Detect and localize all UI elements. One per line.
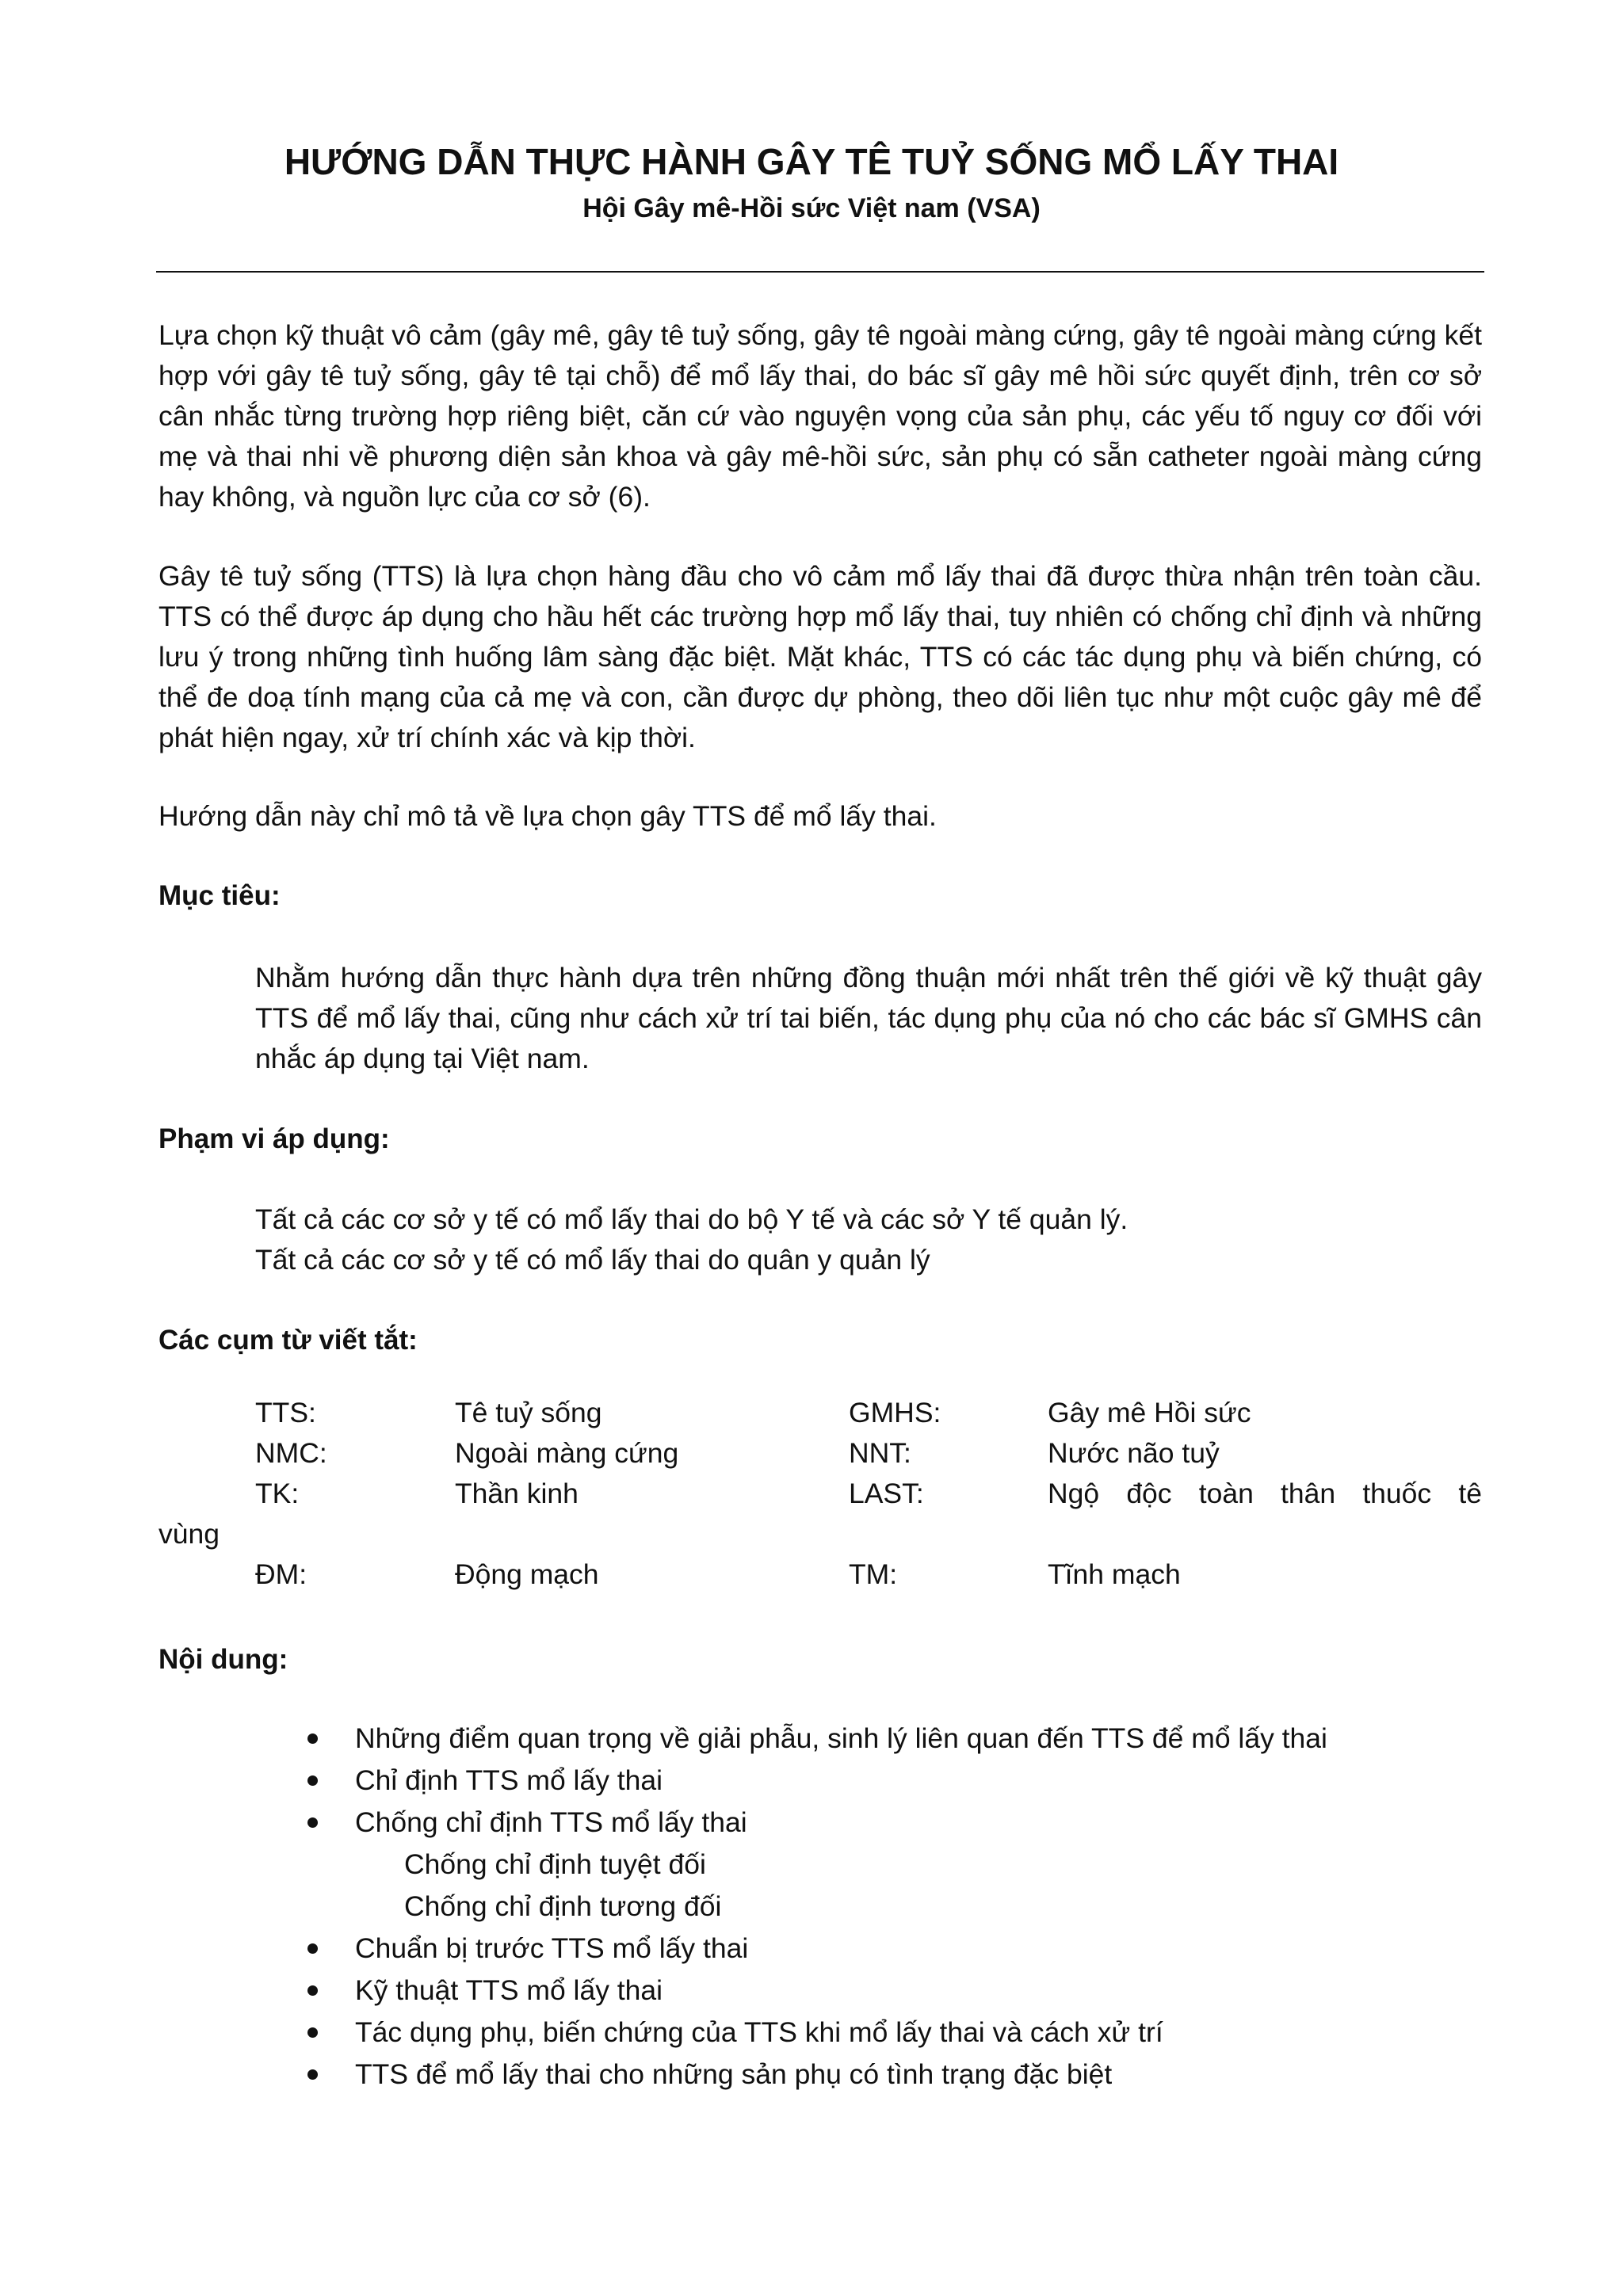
bullet-icon bbox=[307, 1985, 318, 1996]
bullet-icon bbox=[307, 1943, 318, 1954]
sub-list-item-text: Chống chỉ định tuyệt đối bbox=[404, 1848, 706, 1880]
contents-heading: Nội dung: bbox=[158, 1644, 288, 1675]
document-title: HƯỚNG DẪN THỰC HÀNH GÂY TÊ TUỶ SỐNG MỔ LẤY THAI bbox=[284, 141, 1339, 182]
abbreviation-meaning: Thần kinh bbox=[455, 1478, 579, 1509]
meaning-word: toàn bbox=[1198, 1478, 1254, 1509]
scope-line: Tất cả các cơ sở y tế có mổ lấy thai do quân y quản lý bbox=[255, 1244, 930, 1276]
list-item-text: Kỹ thuật TTS mổ lấy thai bbox=[355, 1974, 663, 2006]
abbreviation-meaning: Tĩnh mạch bbox=[1048, 1558, 1181, 1590]
spinal-paragraph: Gây tê tuỷ sống (TTS) là lựa chọn hàng đầu cho vô cảm mổ lấy thai đã được thừa nhận trên toàn cầu. TTS có thể được áp dụng cho hầu hết các trường hợp mổ lấy thai, tuy nhiên có chống chỉ định và những lưu ý trong những tình huống lâm sàng đặc biệt. Mặt khác, TTS có các tác dụng phụ và biến chứng, có thể đe doạ tính mạng của cả mẹ và con, cần được dự phòng, theo dõi liên tục như một cuộc gây mê để phát hiện ngay, xử trí chính xác và kịp thời. bbox=[158, 560, 1482, 753]
bullet-icon bbox=[307, 1817, 318, 1828]
header-divider bbox=[156, 271, 1484, 273]
abbreviation-meaning: Tê tuỷ sống bbox=[455, 1397, 602, 1428]
meaning-word: Ngộ bbox=[1048, 1478, 1100, 1509]
bullet-icon bbox=[307, 2069, 318, 2080]
meaning-word: thuốc bbox=[1362, 1478, 1432, 1509]
objectives-heading: Mục tiêu: bbox=[158, 880, 281, 911]
abbreviation: GMHS: bbox=[849, 1397, 941, 1428]
list-item bbox=[0, 1760, 1623, 1802]
abbreviation: ĐM: bbox=[255, 1558, 307, 1590]
sub-list-item bbox=[0, 1886, 1623, 1928]
scope-line: Tất cả các cơ sở y tế có mổ lấy thai do bộ Y tế và các sở Y tế quản lý. bbox=[255, 1203, 1128, 1235]
scope-note-paragraph: Hướng dẫn này chỉ mô tả về lựa chọn gây TTS để mổ lấy thai. bbox=[158, 800, 937, 832]
sub-list-item-text: Chống chỉ định tương đối bbox=[404, 1890, 722, 1922]
abbreviation-row bbox=[0, 1554, 1623, 1595]
list-item bbox=[0, 1718, 1623, 1760]
abbreviations-heading: Các cụm từ viết tắt: bbox=[158, 1325, 418, 1356]
sub-list-item bbox=[0, 1844, 1623, 1886]
abbreviation-meaning: Nước não tuỷ bbox=[1048, 1437, 1220, 1469]
list-item-text: Chống chỉ định TTS mổ lấy thai bbox=[355, 1806, 747, 1838]
list-item-text: TTS để mổ lấy thai cho những sản phụ có tình trạng đặc biệt bbox=[355, 2058, 1113, 2090]
abbreviation-row bbox=[0, 1474, 1623, 1514]
list-item-text: Chuẩn bị trước TTS mổ lấy thai bbox=[355, 1932, 749, 1964]
abbreviation: NNT: bbox=[849, 1437, 911, 1469]
objectives-text: Nhằm hướng dẫn thực hành dựa trên những đồng thuận mới nhất trên thế giới về kỹ thuật gây TTS để mổ lấy thai, cũng như cách xử trí tai biến, tác dụng phụ của nó cho các bác sĩ GMHS cân nhắc áp dụng tại Việt nam. bbox=[255, 962, 1482, 1074]
meaning-word: độc bbox=[1126, 1478, 1172, 1509]
meaning-word: thân bbox=[1281, 1478, 1336, 1509]
intro-paragraph: Lựa chọn kỹ thuật vô cảm (gây mê, gây tê tuỷ sống, gây tê ngoài màng cứng, gây tê ngoài màng cứng kết hợp với gây tê tuỷ sống, gây tê tại chỗ) để mổ lấy thai, do bác sĩ gây mê hồi sức quyết định, trên cơ sở cân nhắc từng trường hợp riêng biệt, căn cứ vào nguyện vọng của sản phụ, các yếu tố nguy cơ đối với mẹ và thai nhi về phương diện sản khoa và gây mê-hồi sức, sản phụ có sẵn catheter ngoài màng cứng hay không, và nguồn lực của cơ sở (6). bbox=[158, 319, 1482, 513]
abbreviation: TTS: bbox=[255, 1397, 316, 1428]
abbreviation: LAST: bbox=[849, 1478, 924, 1509]
list-item-text: Những điểm quan trọng về giải phẫu, sinh lý liên quan đến TTS để mổ lấy thai bbox=[355, 1722, 1327, 1754]
list-item bbox=[0, 1928, 1623, 1970]
meaning-word: tê bbox=[1458, 1478, 1482, 1509]
list-item-text: Chỉ định TTS mổ lấy thai bbox=[355, 1764, 663, 1796]
abbreviation-meaning: Gây mê Hồi sức bbox=[1048, 1397, 1251, 1428]
scope-heading: Phạm vi áp dụng: bbox=[158, 1123, 390, 1154]
list-item bbox=[0, 2012, 1623, 2054]
bullet-icon bbox=[307, 1775, 318, 1786]
abbreviation-meaning bbox=[1048, 1474, 1482, 1514]
list-item bbox=[0, 2054, 1623, 2096]
abbreviation: NMC: bbox=[255, 1437, 327, 1469]
abbreviation-row bbox=[0, 1393, 1623, 1433]
abbreviation-row bbox=[0, 1433, 1623, 1474]
document-subtitle: Hội Gây mê-Hồi sức Việt nam (VSA) bbox=[582, 193, 1041, 223]
abbreviation: TK: bbox=[255, 1478, 300, 1509]
bullet-icon bbox=[307, 1733, 318, 1744]
bullet-icon bbox=[307, 2027, 318, 2038]
abbreviation: TM: bbox=[849, 1558, 898, 1590]
abbreviation-meaning-wrap: vùng bbox=[158, 1518, 220, 1550]
list-item bbox=[0, 1802, 1623, 1844]
abbreviation-meaning: Ngoài màng cứng bbox=[455, 1437, 679, 1469]
abbreviation-meaning: Động mạch bbox=[455, 1558, 599, 1590]
list-item-text: Tác dụng phụ, biến chứng của TTS khi mổ lấy thai và cách xử trí bbox=[355, 2016, 1163, 2048]
list-item bbox=[0, 1970, 1623, 2012]
